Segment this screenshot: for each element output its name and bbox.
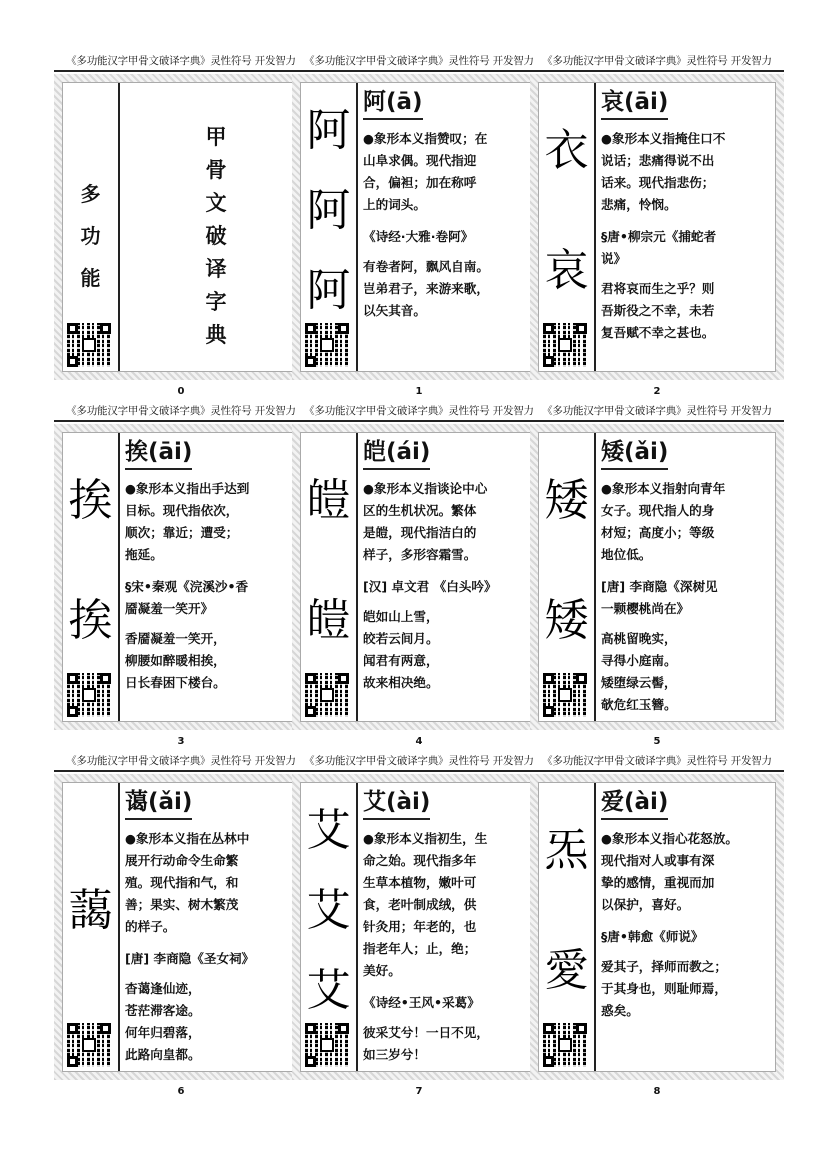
- card-frame: [530, 424, 784, 730]
- page-number: 6: [177, 1086, 185, 1097]
- card-frame: [530, 774, 784, 1080]
- divider-line: [356, 433, 358, 721]
- page-header: 《多功能汉字甲骨文破译字典》灵性符号 开发智力: [292, 402, 546, 422]
- entry-title: 挨(āi): [125, 437, 192, 470]
- divider-line: [356, 83, 358, 371]
- entry-definition: ●象形本义指在丛林中 展开行动命令生命繁 殖。现代指和气，和 善；果实、树木繁茂 的样子。: [125, 831, 250, 934]
- divider-line: [118, 783, 120, 1071]
- entry-quote: 爱其子，择师而教之； 于其身也，则耻师焉， 惑矣。: [601, 959, 727, 1018]
- divider-line: [594, 83, 596, 371]
- ancient-ai3-glyph-2: 皚: [306, 595, 351, 646]
- entry-source: 《诗经•王风•采葛》: [363, 995, 480, 1010]
- page-header: 《多功能汉字甲骨文破译字典》灵性符号 开发智力: [54, 52, 308, 72]
- divider-line: [594, 783, 596, 1071]
- dictionary-card: [538, 432, 776, 722]
- ancient-glyph-column: [301, 91, 356, 331]
- card-frame: [292, 74, 546, 380]
- ancient-glyph-column: [539, 91, 594, 331]
- dictionary-card-cell: [288, 52, 550, 402]
- page-number: 0: [177, 386, 185, 397]
- qr-code-icon: [305, 323, 349, 367]
- ancient-glyph-column: [301, 441, 356, 681]
- dictionary-card-cell: [288, 752, 550, 1102]
- card-frame: [54, 774, 308, 1080]
- divider-line: [118, 433, 120, 721]
- cover-char: 骨: [205, 158, 227, 182]
- divider-line: [356, 783, 358, 1071]
- entry-title: 蔼(ǎi): [125, 787, 192, 820]
- ancient-ai-glyph-1: 衣: [544, 125, 589, 176]
- qr-code-icon: [543, 1023, 587, 1067]
- dictionary-card: [300, 782, 538, 1072]
- entry-definition: ●象形本义指谈论中心 区的生机状况。繁体 是皚，现代指洁白的 样子，多形容霜雪。: [363, 481, 488, 562]
- page-number: 8: [653, 1086, 661, 1097]
- entry-title: 艾(ài): [363, 787, 430, 820]
- entry-quote: 君将哀而生之乎？则 吾斯役之不幸，未若 复吾赋不幸之甚也。: [601, 281, 715, 340]
- page-header: 《多功能汉字甲骨文破译字典》灵性符号 开发智力: [530, 402, 784, 422]
- qr-code-icon: [543, 323, 587, 367]
- card-frame: [54, 74, 308, 380]
- entry-content: [363, 437, 531, 717]
- dictionary-card: [62, 782, 300, 1072]
- entry-source: [汉] 卓文君 《白头吟》: [363, 579, 497, 594]
- entry-source: [唐] 李商隐《深树见 一颗樱桃尚在》: [601, 579, 718, 616]
- ancient-ai2-glyph-2: 挨: [68, 595, 113, 646]
- entry-quote: 香靥凝羞一笑开， 柳腰如醉暖相挨， 日长春困下楼台。: [125, 631, 226, 690]
- entry-source: §唐•韩愈《师说》: [601, 929, 704, 944]
- cover-title: [143, 121, 289, 352]
- qr-code-icon: [305, 1023, 349, 1067]
- ancient-glyph-column: [539, 791, 594, 1031]
- cover-char: 字: [205, 290, 227, 314]
- dictionary-card-cell: [526, 752, 788, 1102]
- page-number: 2: [653, 386, 661, 397]
- card-frame: [530, 74, 784, 380]
- page-header: 《多功能汉字甲骨文破译字典》灵性符号 开发智力: [292, 752, 546, 772]
- page-number: 3: [177, 736, 185, 747]
- ancient-ai-glyph-2: 哀: [544, 245, 589, 296]
- cover-subtitle: [63, 173, 118, 299]
- cover-card: [62, 82, 300, 372]
- qr-code-icon: [305, 673, 349, 717]
- ancient-ai6-glyph-2: 艾: [306, 885, 351, 936]
- entry-source: 《诗经·大雅·卷阿》: [363, 229, 474, 244]
- dictionary-card: [538, 782, 776, 1072]
- entry-content: [601, 787, 769, 1067]
- ancient-glyph-column: [63, 441, 118, 681]
- card-frame: [54, 424, 308, 730]
- ancient-ai7-glyph-2: 愛: [544, 945, 589, 996]
- page-number: 5: [653, 736, 661, 747]
- qr-code-icon: [543, 673, 587, 717]
- ancient-a-glyph-3: 阿: [306, 265, 351, 316]
- cover-char: 译: [205, 257, 227, 281]
- page-header: 《多功能汉字甲骨文破译字典》灵性符号 开发智力: [530, 752, 784, 772]
- entry-title: 皑(ái): [363, 437, 430, 470]
- entry-title: 爱(ài): [601, 787, 668, 820]
- entry-definition: ●象形本义指赞叹；在 山阜求偶。现代指迎 合，偏袒；加在称呼 上的词头。: [363, 131, 488, 212]
- cover-char: 典: [205, 323, 227, 347]
- page-header: 《多功能汉字甲骨文破译字典》灵性符号 开发智力: [530, 52, 784, 72]
- entry-definition: ●象形本义指出手达到 目标。现代指依次， 顺次；靠近；遭受； 拖延。: [125, 481, 250, 562]
- entry-quote: 高桃留晚实， 寻得小庭南。 矮堕绿云髻， 欹危红玉簪。: [601, 631, 677, 712]
- dictionary-card-cell: [50, 402, 312, 752]
- ancient-ai2-glyph-1: 挨: [68, 475, 113, 526]
- ancient-ai6-glyph-3: 艾: [306, 965, 351, 1016]
- ancient-a-glyph-2: 阿: [306, 185, 351, 236]
- card-frame: [292, 774, 546, 1080]
- ancient-a-glyph-1: 阿: [306, 105, 351, 156]
- entry-title: 矮(ǎi): [601, 437, 668, 470]
- entry-definition: ●象形本义指射向青年 女子。现代指人的身 材短；高度小；等级 地位低。: [601, 481, 726, 562]
- dictionary-card-cell: [526, 52, 788, 402]
- entry-quote: 彼采艾兮！一日不见， 如三岁兮！: [363, 1025, 489, 1062]
- entry-content: [125, 437, 293, 717]
- entry-source: §唐•柳宗元《捕蛇者 说》: [601, 229, 717, 266]
- cover-char: 破: [205, 224, 227, 248]
- entry-definition: ●象形本义指心花怒放。 现代指对人或事有深 挚的感情，重视而加 以保护，喜好。: [601, 831, 738, 912]
- entry-quote: 杳蔼逢仙迹， 苍茫滞客途。 何年归碧落， 此路向皇都。: [125, 981, 201, 1062]
- dictionary-card: [300, 82, 538, 372]
- entry-source: [唐] 李商隐《圣女祠》: [125, 951, 255, 966]
- entry-content: [601, 437, 769, 717]
- entry-definition: ●象形本义指掩住口不 说话；悲痛得说不出 话来。现代指悲伤； 悲痛，怜悯。: [601, 131, 726, 212]
- dictionary-card: [300, 432, 538, 722]
- ancient-glyph-column: [301, 791, 356, 1031]
- entry-content: [363, 87, 531, 367]
- entry-quote: 有卷者阿，飘风自南。 岂弟君子，来游来歌， 以矢其音。: [363, 259, 489, 318]
- entry-content: [363, 787, 531, 1067]
- divider-line: [118, 83, 120, 371]
- dictionary-card: [62, 432, 300, 722]
- entry-quote: 皑如山上雪， 皎若云间月。 闻君有两意， 故来相决绝。: [363, 609, 439, 690]
- cover-char: 多: [80, 182, 101, 206]
- dictionary-card-cell: [526, 402, 788, 752]
- entry-source: §宋•秦观《浣溪沙•香 靥凝羞一笑开》: [125, 579, 249, 616]
- cover-char: 文: [205, 191, 227, 215]
- entry-content: [125, 787, 293, 1067]
- dictionary-card-cell: [50, 752, 312, 1102]
- entry-definition: ●象形本义指初生，生 命之始。现代指多年 生草本植物，嫩叶可 食，老叶制成绒，供 针灸用；年老的，也 指老年人；止，绝； 美好。: [363, 831, 488, 978]
- card-frame: [292, 424, 546, 730]
- page-number: 4: [415, 736, 423, 747]
- cover-cell: [50, 52, 312, 402]
- cover-char: 甲: [205, 125, 227, 149]
- divider-line: [594, 433, 596, 721]
- page-header: 《多功能汉字甲骨文破译字典》灵性符号 开发智力: [54, 402, 308, 422]
- ancient-ai4-glyph-1: 矮: [544, 475, 589, 526]
- ancient-ai3-glyph-1: 皚: [306, 475, 351, 526]
- dictionary-card-cell: [288, 402, 550, 752]
- ancient-ai4-glyph-2: 矮: [544, 595, 589, 646]
- cover-char: 能: [80, 266, 101, 290]
- ancient-ai6-glyph-1: 艾: [306, 805, 351, 856]
- ancient-glyph-column: [539, 441, 594, 681]
- qr-code-icon: [67, 673, 111, 717]
- page-header: 《多功能汉字甲骨文破译字典》灵性符号 开发智力: [292, 52, 546, 72]
- ancient-ai7-glyph-1: 炁: [544, 825, 589, 876]
- qr-code-icon: [67, 323, 111, 367]
- qr-code-icon: [67, 1023, 111, 1067]
- entry-title: 哀(āi): [601, 87, 668, 120]
- dictionary-card: [538, 82, 776, 372]
- ancient-ai5-glyph-1: 藹: [68, 885, 113, 936]
- ancient-glyph-column: [63, 791, 118, 1031]
- page-number: 1: [415, 386, 423, 397]
- entry-content: [601, 87, 769, 367]
- page-number: 7: [415, 1086, 423, 1097]
- cover-char: 功: [80, 224, 101, 248]
- page-header: 《多功能汉字甲骨文破译字典》灵性符号 开发智力: [54, 752, 308, 772]
- entry-title: 阿(ā): [363, 87, 423, 120]
